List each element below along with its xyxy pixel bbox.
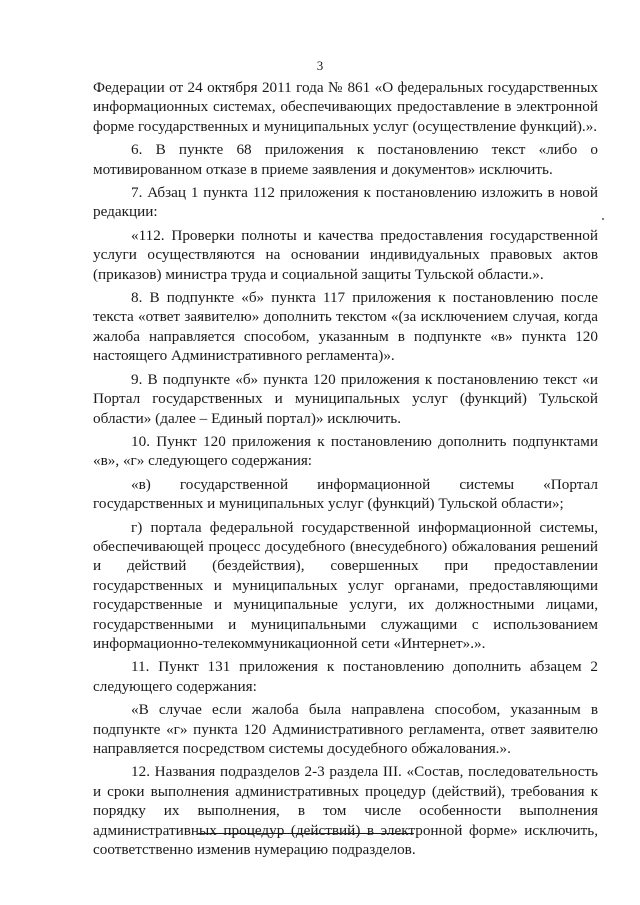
paragraph-item-11: 11. Пункт 131 приложения к постановлению дополнить абзацем 2 следующего содержания: [93,658,598,695]
paragraph-quote-112: «112. Проверки полноты и качества предоставления государственной услуги осуществляются на основании индивидуальных правовых актов (приказов) министра труда и социальной защиты Тульской области.». [93,226,598,283]
paragraph-quote-131: «В случае если жалоба была направлена способом, указанным в подпункте «г» пункта 120 Административного регламента, ответ заявителю направляется посредством системы досудебного обжалования.». [93,701,598,757]
paragraph-item-10: 10. Пункт 120 приложения к постановлению дополнить подпунктами «в», «г» следующего содержания: [93,432,598,470]
page-number: 3 [316,58,324,73]
scan-speck [602,218,604,220]
paragraph-subitem-v: «в) государственной информационной системы «Портал государственных и муниципальных услуг (функций) Тульской области»; [93,475,598,513]
paragraph-item-8: 8. В подпункте «б» пункта 117 приложения к постановлению после текста «ответ заявителю» дополнить текстом «(за исключением случая, когда жалоба направляется способом, указанным в подпункте «в» пункта 120 настоящего Административного регламента)». [93,289,598,365]
closing-rule [198,833,414,834]
paragraph-subitem-g: г) портала федеральной государственной информационной системы, обеспечивающей процесс досудебного (внесудебного) обжалования решений и действий (бездействия), совершенных при предоставлении государственных и муниципальных услуг органами, предоставляющими государственные и муниципальные услуги, их должностными лицами, государственными и муниципальными служащими с использованием информационно-телекоммуникационной сети «Интернет».». [93,518,598,652]
paragraph-item-12: 12. Названия подразделов 2-3 раздела III. «Состав, последовательность и сроки выполнения административных процедур (действий), требования к порядку их выполнения, в том числе особенности выполнения административных процедур (действий) в электронной форме» исключить, соответственно изменив нумерацию подразделов. [93,763,598,859]
paragraph-item-7: 7. Абзац 1 пункта 112 приложения к постановлению изложить в новой редакции: [93,184,598,221]
paragraph-item-6: 6. В пункте 68 приложения к постановлению текст «либо о мотивированном отказе в приеме заявления и документов» исключить. [93,141,598,178]
paragraph-continuation: Федерации от 24 октября 2011 года № 861 «О федеральных государственных информационных системах, обеспечивающих предоставление в электронной форме государственных и муниципальных услуг (осуществление функций).». [93,79,598,135]
document-body [93,78,598,859]
paragraph-item-9: 9. В подпункте «б» пункта 120 приложения к постановлению текст «и Портал государственных и муниципальных услуг (функций) Тульской области» (далее – Единый портал)» исключить. [93,370,598,427]
